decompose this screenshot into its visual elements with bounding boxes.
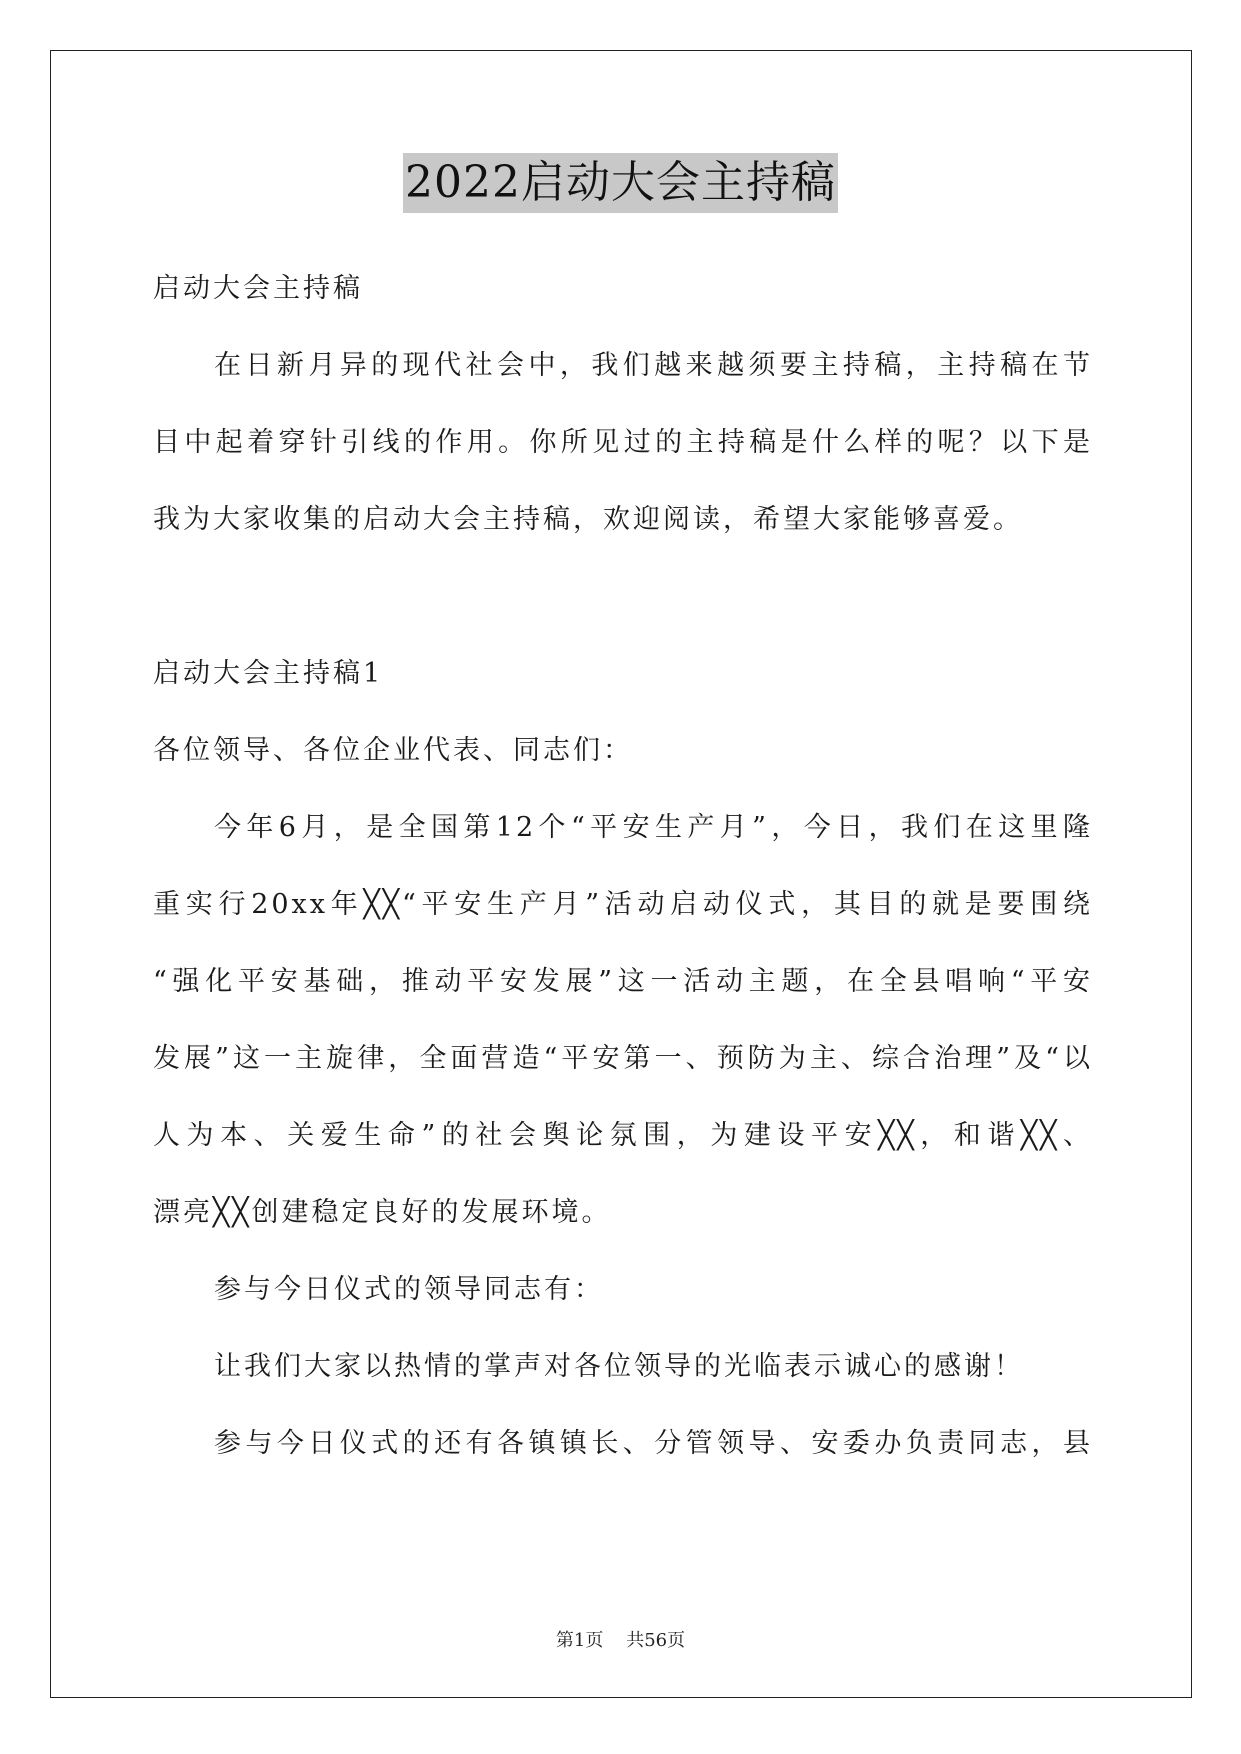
text-line: 各位领导、各位企业代表、同志们： [153,735,633,766]
text-line: 参与今日仪式的领导同志有： [214,1274,604,1305]
page-footer [0,1626,1241,1652]
text-line: 重实行20xx年╳╳“平安生产月”活动启动仪式，其目的就是要围绕 [153,889,1093,920]
text-line: 参与今日仪式的还有各镇镇长、分管领导、安委办负责同志，县 [214,1428,1093,1459]
text-line: 目中起着穿针引线的作用。你所见过的主持稿是什么样的呢？以下是 [153,427,1093,458]
page-total: 共56页 [626,1630,686,1651]
document-body [153,256,1093,1488]
text-line: “强化平安基础，推动平安发展”这一活动主题，在全县唱响“平安 [153,966,1093,997]
text-line: 让我们大家以热情的掌声对各位领导的光临表示诚心的感谢！ [214,1351,1024,1382]
title-container [0,153,1241,213]
paragraph-gap [153,564,1093,641]
text-line: 发展”这一主旋律，全面营造“平安第一、预防为主、综合治理”及“以 [153,1043,1093,1074]
text-line: 今年6月，是全国第12个“平安生产月”，今日，我们在这里隆 [214,812,1093,843]
text-line: 人为本、关爱生命”的社会舆论氛围，为建设平安╳╳，和谐╳╳、 [153,1120,1093,1151]
text-line: 我为大家收集的启动大会主持稿，欢迎阅读，希望大家能够喜爱。 [153,504,1023,535]
page-number: 第1页 [555,1630,604,1651]
text-line: 启动大会主持稿 [153,273,363,304]
text-line: 启动大会主持稿1 [153,658,384,689]
text-line: 漂亮╳╳创建稳定良好的发展环境。 [153,1197,612,1228]
text-line: 在日新月异的现代社会中，我们越来越须要主持稿，主持稿在节 [214,350,1093,381]
document-title: 2022启动大会主持稿 [403,153,838,213]
